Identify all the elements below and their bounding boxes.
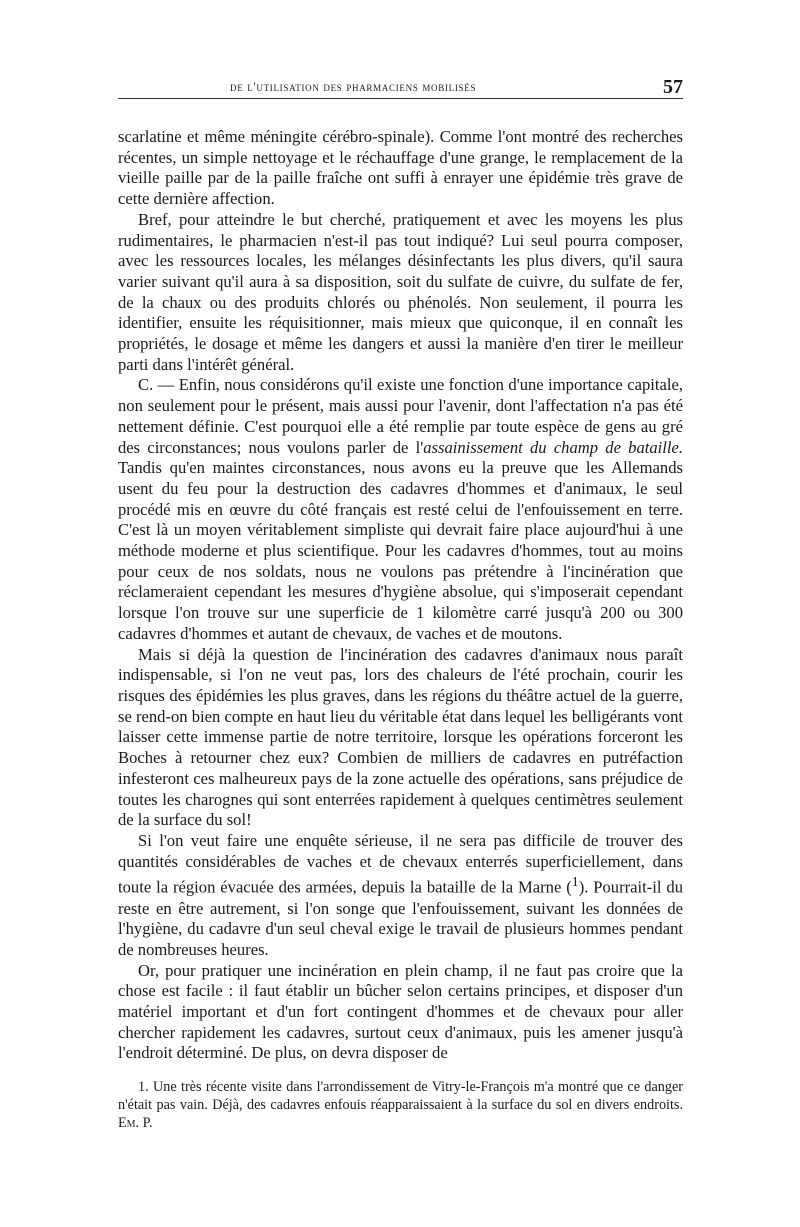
- running-title: de l'utilisation des pharmaciens mobilisés: [230, 80, 477, 94]
- paragraph-5-text-b: ). Pourrait-il du reste en être autrement, si l'on songe que l'enfouissement, suivant les données de l'hygiène, du cadavre d'un seul cheval exige le travail de plusieurs hommes pendant de nombreuses heures.: [118, 877, 683, 959]
- paragraph-3-text-a: C. — Enfin, nous considérons qu'il existe une fonction d'une importance capitale, non seulement pour le présent, mais aussi pour l'avenir, dont l'affectation n'a pas été nettement définie. C'est pourquoi elle a été remplie par toute espèce de gens au gré des circonstances; nous voulons parler de l': [118, 375, 683, 457]
- paragraph-3-text-b: Tandis qu'en maintes circonstances, nous avons eu la preuve que les Allemands usent du feu pour la destruction des cadavres d'hommes et d'animaux, le seul procédé mis en œuvre du côté français est resté celui de l'enfouissement en terre. C'est là un moyen véritablement simpliste qui devrait faire place aujourd'hui à une méthode moderne et plus scientifique. Pour les cadavres d'hommes, tout au moins pour ceux de nos soldats, nous ne voulons pas prétendre à l'incinération que réclameraient cependant les mesures d'hygiène absolue, qui s'imposerait cependant lorsque l'on trouve sur une superficie de 1 kilomètre carré jusqu'à 200 ou 300 cadavres d'hommes et autant de chevaux, de vaches et de moutons.: [118, 458, 683, 643]
- footnote-reference: 1: [571, 874, 579, 890]
- paragraph-6: Or, pour pratiquer une incinération en plein champ, il ne faut pas croire que la chose est facile : il faut établir un bûcher selon certains principes, et disposer d'un matériel important et d'un fort contingent d'hommes et de chevaux pour aller chercher rapidement les cadavres, surtout ceux d'animaux, puis les amener jusqu'à l'endroit déterminé. De plus, on devra disposer de: [118, 960, 683, 1063]
- paragraph-2: Bref, pour atteindre le but cherché, pratiquement et avec les moyens les plus rudimentaires, le pharmacien n'est-il pas tout indiqué? Lui seul pourra composer, avec les ressources locales, les mélanges désinfectants les plus divers, qu'il saura varier suivant qu'il aura à sa disposition, soit du sulfate de cuivre, du sulfate de fer, de la chaux ou des produits chlorés ou phénolés. Non seulement, il pourra les identifier, ensuite les réquisitionner, mais mieux que quiconque, il en connaît les propriétés, le dosage et même les dangers et aussi la manière d'en tirer le meilleur parti dans l'intérêt général.: [118, 209, 683, 374]
- body-text: [118, 127, 683, 1064]
- paragraph-4: Mais si déjà la question de l'incinération des cadavres d'animaux nous paraît indispensable, si l'on ne veut pas, lors des chaleurs de l'été prochain, courir les risques des épidémies les plus graves, dans les régions du théâtre actuel de la guerre, se rend-on bien compte en haut lieu du véritable état dans lequel les belligérants vont laisser cette immense partie de notre territoire, lorsque les opérations forceront les Boches à retourner chez eux? Combien de milliers de cadavres en putréfaction infesteront ces malheureux pays de la zone actuelle des opérations, sans préjudice de toutes les charognes qui sont enterrées rapidement à quelques centimètres seulement de la surface du sol!: [118, 644, 683, 830]
- page-number: 57: [663, 76, 683, 98]
- emphasis-assainissement: assainissement du champ de bataille.: [423, 437, 683, 457]
- paragraph-5: [118, 831, 683, 961]
- footnotes: [118, 1078, 683, 1132]
- footnote-1: [118, 1078, 683, 1132]
- footnote-signature: Em. P.: [118, 1115, 153, 1131]
- paragraph-1: scarlatine et même méningite cérébro-spinale). Comme l'ont montré des recherches récentes, un simple nettoyage et le réchauffage d'une grange, le remplacement de la vieille paille par de la paille fraîche ont suffi à enrayer une épidémie très grave de cette dernière affection.: [118, 127, 683, 209]
- footnote-text: 1. Une très récente visite dans l'arrondissement de Vitry-le-François m'a montré que ce danger n'était pas vain. Déjà, des cadavres enfouis réapparaissaient à la surface du sol en divers endroits.: [118, 1079, 683, 1113]
- paragraph-5-text-a: Si l'on veut faire une enquête sérieuse, il ne sera pas difficile de trouver des quantités considérables de vaches et de chevaux enterrés superficiellement, dans toute la région évacuée des armées, depuis la bataille de la Marne (: [118, 830, 683, 897]
- paragraph-3: [118, 375, 683, 644]
- running-head: [118, 78, 683, 100]
- header-rule: [118, 98, 683, 99]
